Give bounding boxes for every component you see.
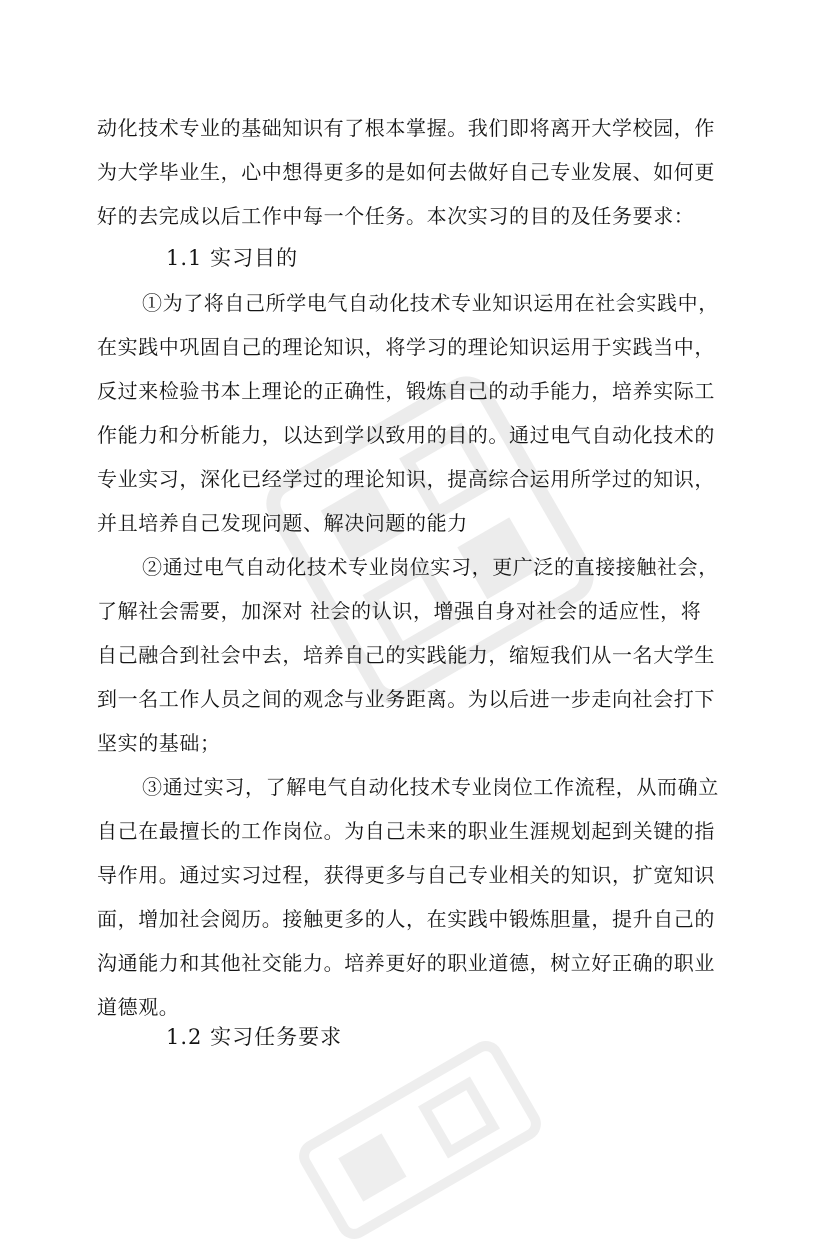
body-line: 导作用。通过实习过程，获得更多与自己专业相关的知识，扩宽知识 bbox=[97, 863, 715, 887]
body-line: 好的去完成以后工作中每一个任务。本次实习的目的及任务要求： bbox=[97, 204, 695, 228]
body-line: 了解社会需要，加深对 社会的认识，增强自身对社会的适应性，将 bbox=[97, 599, 702, 623]
body-line: 为大学毕业生，心中想得更多的是如何去做好自己专业发展、如何更 bbox=[97, 160, 715, 184]
body-line: ③通过实习，了解电气自动化技术专业岗位工作流程，从而确立 bbox=[142, 775, 719, 799]
body-line: 坚实的基础； bbox=[97, 731, 221, 755]
body-line: 道德观。 bbox=[97, 995, 180, 1019]
body-line: 作能力和分析能力，以达到学以致用的目的。通过电气自动化技术的 bbox=[97, 423, 715, 447]
body-line: ①为了将自己所学电气自动化技术专业知识运用在社会实践中， bbox=[142, 291, 719, 315]
body-line: 自己在最擅长的工作岗位。为自己未来的职业生涯规划起到关键的指 bbox=[97, 819, 715, 843]
body-line: 并且培养自己发现问题、解决问题的能力 bbox=[97, 511, 468, 535]
body-line: 反过来检验书本上理论的正确性，锻炼自己的动手能力，培养实际工 bbox=[97, 379, 715, 403]
body-line: 面，增加社会阅历。接触更多的人，在实践中锻炼胆量，提升自己的 bbox=[97, 907, 715, 931]
body-line: ②通过电气自动化技术专业岗位实习，更广泛的直接接触社会， bbox=[142, 555, 719, 579]
body-line: 自己融合到社会中去，培养自己的实践能力，缩短我们从一名大学生 bbox=[97, 643, 715, 667]
body-line: 动化技术专业的基础知识有了根本掌握。我们即将离开大学校园，作 bbox=[97, 116, 715, 140]
body-line: 沟通能力和其他社交能力。培养更好的职业道德，树立好正确的职业 bbox=[97, 951, 715, 975]
body-line: 到一名工作人员之间的观念与业务距离。为以后进一步走向社会打下 bbox=[97, 687, 715, 711]
watermark-stamp-bottom-icon bbox=[286, 1028, 554, 1252]
section-heading-1-2: 1.2 实习任务要求 bbox=[166, 1025, 343, 1049]
body-line: 在实践中巩固自己的理论知识，将学习的理论知识运用于实践当中， bbox=[97, 335, 715, 359]
section-heading-1-1: 1.1 实习目的 bbox=[166, 246, 299, 270]
body-line: 专业实习，深化已经学过的理论知识，提高综合运用所学过的知识， bbox=[97, 467, 715, 491]
